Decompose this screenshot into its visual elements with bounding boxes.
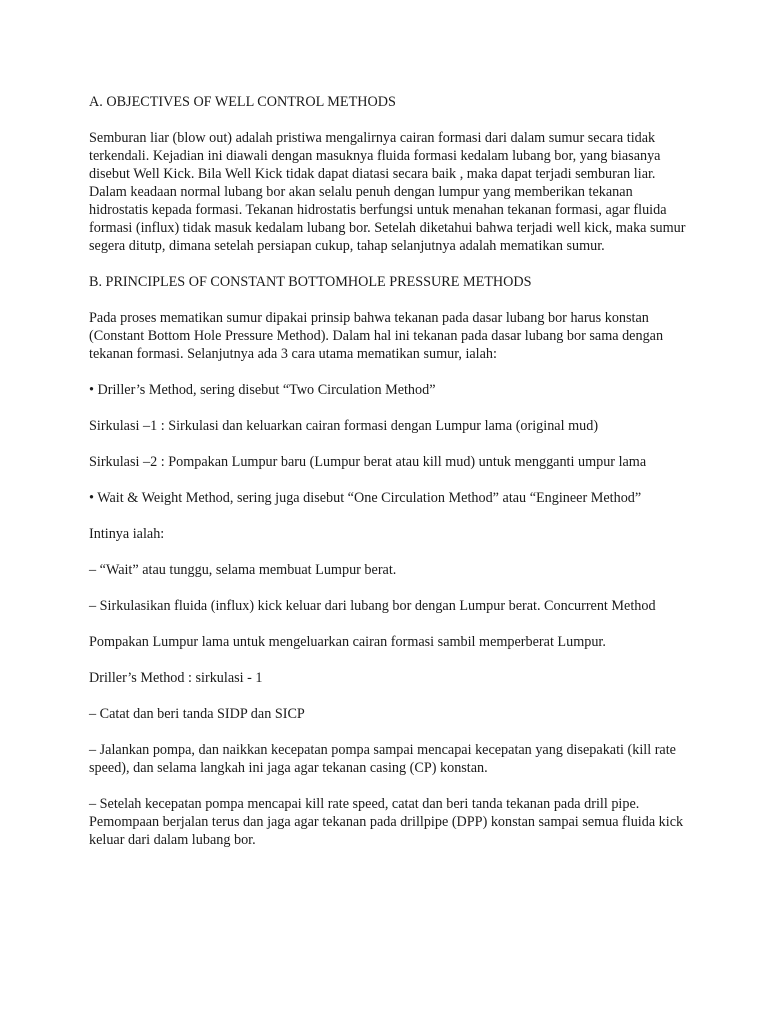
paragraph-pompakan: Pompakan Lumpur lama untuk mengeluarkan cairan formasi sambil memperberat Lumpur. [89, 634, 606, 650]
section-heading-a: A. OBJECTIVES OF WELL CONTROL METHODS [89, 94, 396, 110]
paragraph-sirkulasi-1: Sirkulasi –1 : Sirkulasi dan keluarkan cairan formasi dengan Lumpur lama (original mud) [89, 418, 599, 434]
document-page [89, 93, 689, 867]
bullet-drillers-method: • Driller’s Method, sering disebut “Two Circulation Method” [89, 382, 436, 398]
paragraph-objectives: Semburan liar (blow out) adalah pristiwa mengalirnya cairan formasi dari dalam sumur secara tidak terkendali. Kejadian ini diawali dengan masuknya fluida formasi kedalam lubang bor, yang biasanya disebut Well Kick. Bila Well Kick tidak dapat diatasi secara baik , maka dapat terjadi semburan liar. Dalam keadaan normal lubang bor akan selalu penuh dengan lumpur yang memberikan tekanan hidrostatis kepada formasi. Tekanan hidrostatis berfungsi untuk menahan tekanan formasi, agar fluida formasi (influx) tidak masuk kedalam lubang bor. Setelah diketahui bahwa terjadi well kick, maka sumur segera ditutp, dimana setelah persiapan cukup, tahap selanjutnya adalah mematikan sumur. [89, 130, 686, 254]
paragraph-sirkulasi-2: Sirkulasi –2 : Pompakan Lumpur baru (Lumpur berat atau kill mud) untuk mengganti umpur lama [89, 454, 647, 470]
paragraph-intinya: Intinya ialah: [89, 526, 165, 542]
step-jalankan-pompa: – Jalankan pompa, dan naikkan kecepatan pompa sampai mencapai kecepatan yang disepakati (kill rate speed), dan selama langkah ini jaga agar tekanan casing (CP) konstan. [89, 742, 676, 776]
section-heading-b: B. PRINCIPLES OF CONSTANT BOTTOMHOLE PRESSURE METHODS [89, 274, 532, 290]
step-catat: – Catat dan beri tanda SIDP dan SICP [89, 706, 305, 722]
paragraph-drillers-sirkulasi: Driller’s Method : sirkulasi - 1 [89, 670, 263, 686]
dash-item-wait: – “Wait” atau tunggu, selama membuat Lumpur berat. [89, 562, 397, 578]
step-kill-rate-speed: – Setelah kecepatan pompa mencapai kill rate speed, catat dan beri tanda tekanan pada drill pipe. Pemompaan berjalan terus dan jaga agar tekanan pada drillpipe (DPP) konstan sampai semua fluida kick keluar dari dalam lubang bor. [89, 796, 684, 848]
bullet-wait-weight-method: • Wait & Weight Method, sering juga disebut “One Circulation Method” atau “Engineer Method” [89, 490, 642, 506]
dash-item-sirkulasikan: – Sirkulasikan fluida (influx) kick keluar dari lubang bor dengan Lumpur berat. Concurrent Method [89, 598, 656, 614]
paragraph-principles: Pada proses mematikan sumur dipakai prinsip bahwa tekanan pada dasar lubang bor harus konstan (Constant Bottom Hole Pressure Method). Dalam hal ini tekanan pada dasar lubang bor sama dengan tekanan formasi. Selanjutnya ada 3 cara utama mematikan sumur, ialah: [89, 310, 664, 362]
